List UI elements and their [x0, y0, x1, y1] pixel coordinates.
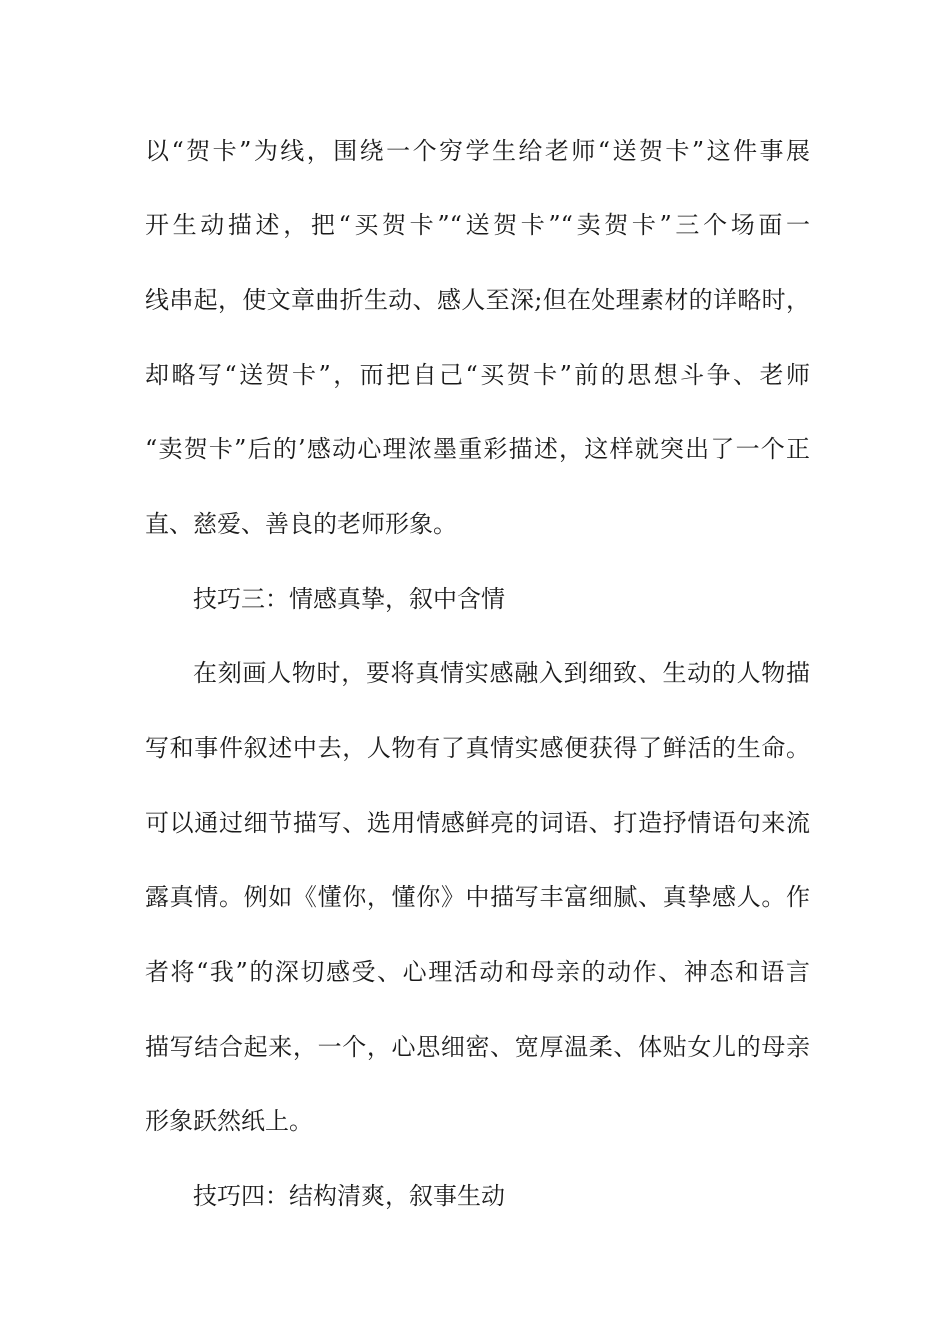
text-line: 线串起，使文章曲折生动、感人至深;但在处理素材的详略时，	[145, 286, 810, 314]
text-line: 开生动描述，把“买贺卡”“送贺卡”“卖贺卡”三个场面一	[145, 211, 810, 239]
text-line: 却略写“送贺卡”，而把自己“买贺卡”前的思想斗争、老师	[145, 361, 810, 389]
text-line: 可以通过细节描写、选用情感鲜亮的词语、打造抒情语句来流	[145, 809, 810, 837]
section-heading: 技巧四：结构清爽，叙事生动	[193, 1182, 505, 1210]
text-line: 在刻画人物时，要将真情实感融入到细致、生动的人物描	[193, 659, 810, 687]
text-line: 形象跃然纸上。	[145, 1107, 313, 1135]
section-heading: 技巧三：情感真挚，叙中含情	[193, 585, 505, 613]
text-line: 以“贺卡”为线，围绕一个穷学生给老师“送贺卡”这件事展	[145, 137, 810, 165]
text-line: 直、慈爱、善良的老师形象。	[145, 510, 457, 538]
text-line: 者将“我”的深切感受、心理活动和母亲的动作、神态和语言	[145, 958, 810, 986]
text-line: “卖贺卡”后的’感动心理浓墨重彩描述，这样就突出了一个正	[145, 435, 810, 463]
text-line: 描写结合起来，一个，心思细密、宽厚温柔、体贴女儿的母亲	[145, 1033, 810, 1061]
text-line: 写和事件叙述中去，人物有了真情实感便获得了鲜活的生命。	[145, 734, 810, 762]
text-line: 露真情。例如《懂你，懂你》中描写丰富细腻、真挚感人。作	[145, 883, 810, 911]
